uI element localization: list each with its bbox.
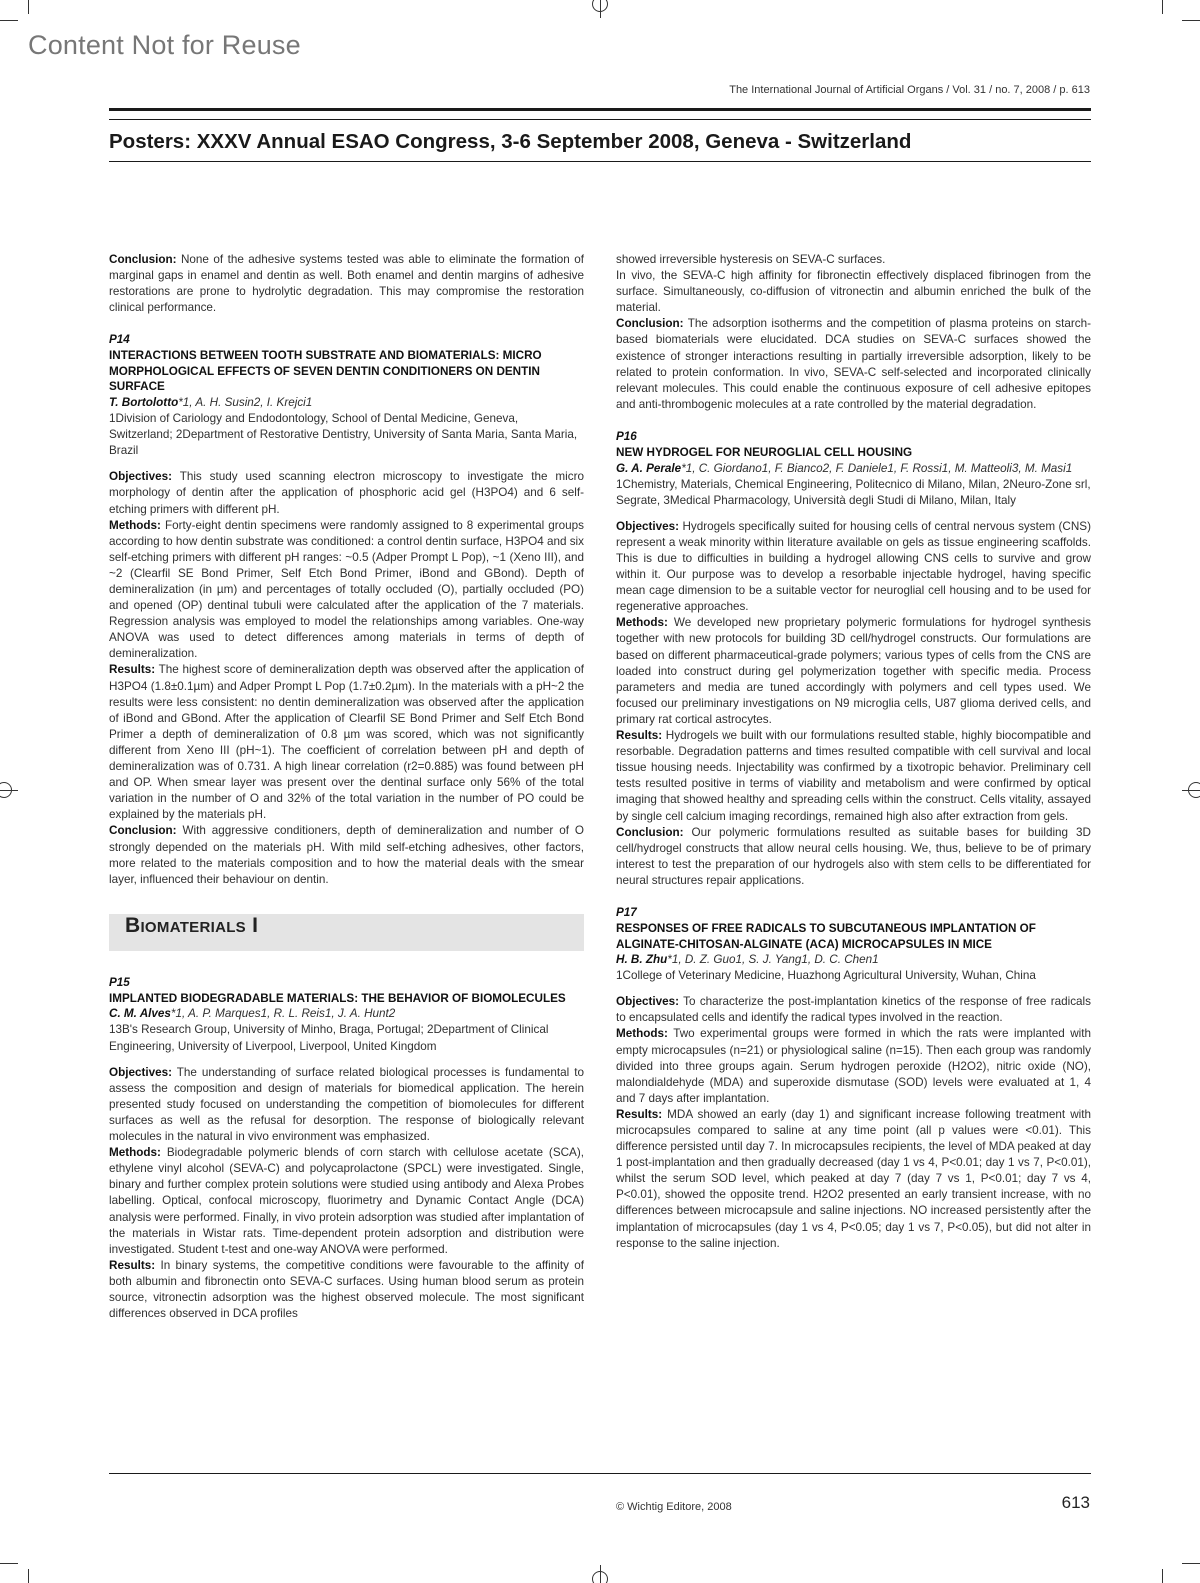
footer-copyright: © Wichtig Editore, 2008: [616, 1501, 732, 1513]
title-rule: [109, 161, 1091, 162]
crop-mark: [0, 1563, 18, 1564]
abstract-title: RESPONSES OF FREE RADICALS TO SUBCUTANEOUS IMPLANTATION OF ALGINATE-CHITOSAN-ALGINATE (ACA) MICROCAPSULES IN MICE: [616, 922, 1036, 951]
page-number: 613: [1061, 1493, 1090, 1512]
congress-title: Posters: XXXV Annual ESAO Congress, 3-6 September 2008, Geneva - Switzerland: [109, 130, 912, 153]
crop-mark: [28, 0, 29, 14]
registration-line: [600, 0, 601, 18]
abstract-methods: Methods: We developed new proprietary polymeric formulations for hydrogel synthesis together with new protocols for building 3D cell/hydrogel constructs. Our formulations are based on different pharmaceutical-grade polymers; various types of cells from the CNS are loaded into construct during gel polymerization together with specific media. Process parameters and media are tuned accordingly with polymers and cell types used. We focused our preliminary investigations on N9 microglia cells, U87 glioma derived cells, and primary rat cortical astrocytes.: [616, 616, 1091, 726]
abstract-affiliation: 1Chemistry, Materials, Chemical Engineering, Politecnico di Milano, Milan, 2Neuro-Zone srl, Segrate, 3Medical Pharmacology, Università degli Studi di Milano, Milan, Italy: [616, 477, 1091, 507]
watermark: Content Not for Reuse: [28, 30, 301, 60]
abstract-id: P15: [109, 975, 130, 989]
abstract-conclusion: Conclusion: Our polymeric formulations resulted as suitable bases for building 3D cell/hydrogel constructs that allow neural cells housing. We, thus, believe to be of primary interest to test the preparation of our hydrogels also with stem cells to be differentiated for neural structures repair applications.: [616, 825, 1091, 887]
abstract-id: P17: [616, 905, 637, 919]
abstract-authors: T. Bortolotto*1, A. H. Susin2, I. Krejci1: [109, 395, 313, 409]
abstract-affiliation: 1College of Veterinary Medicine, Huazhong Agricultural University, Wuhan, China: [616, 969, 1036, 983]
section-heading-band: [109, 914, 584, 951]
registration-line: [1182, 790, 1200, 791]
abstract-title: INTERACTIONS BETWEEN TOOTH SUBSTRATE AND BIOMATERIALS: MICRO MORPHOLOGICAL EFFECTS OF SEVEN DENTIN CONDITIONERS ON DENTIN SURFACE: [109, 349, 542, 394]
continued-text: showed irreversible hysteresis on SEVA-C surfaces.: [616, 253, 886, 266]
running-header: The International Journal of Artificial Organs / Vol. 31 / no. 7, 2008 / p. 613: [729, 84, 1090, 96]
abstract-affiliation: 13B's Research Group, University of Minho, Braga, Portugal; 2Department of Clinical Engineering, University of Liverpool, Liverpool, United Kingdom: [109, 1023, 549, 1053]
left-column: [109, 252, 584, 1322]
continued-text: In vivo, the SEVA-C high affinity for fibronectin effectively displaced fibrinogen from the surface. Simultaneously, co-diffusion of vitronectin and albumin enriched the bulk of the material.: [616, 269, 1091, 315]
abstract-results: Results: In binary systems, the competitive conditions were favourable to the affinity of both albumin and fibronectin onto SEVA-C surfaces. Using human blood serum as protein source, vitronectin adsorption was the highest observed molecule. The most significant differences observed in DCA profiles: [109, 1258, 584, 1321]
abstract-authors: C. M. Alves*1, A. P. Marques1, R. L. Reis1, J. A. Hunt2: [109, 1007, 396, 1021]
footer-rule: [109, 1473, 1091, 1474]
abstract-title: IMPLANTED BIODEGRADABLE MATERIALS: THE BEHAVIOR OF BIOMOLECULES: [109, 991, 566, 1005]
abstract-authors: G. A. Perale*1, C. Giordano1, F. Bianco2, F. Daniele1, F. Rossi1, M. Matteoli3, M. Masi1: [616, 461, 1073, 475]
continued-conclusion: Conclusion: None of the adhesive systems tested was able to eliminate the formation of marginal gaps in enamel and dentin as well. Both enamel and dentin margins of adhesive restorations are prone to hydrolytic degradation. This may compromise the restoration clinical performance.: [109, 253, 584, 315]
abstract-conclusion: Conclusion: With aggressive conditioners, depth of demineralization and number of O strongly depended on the materials pH. With mild self-etching adhesives, other factors, more related to the materials composition and to how the material deals with the smear layer, influenced their behaviour on dentin.: [109, 824, 584, 886]
abstract-objectives: Objectives: This study used scanning electron microscopy to investigate the micro morphology of dentin after the application of phosphoric acid gel (H3PO4) and 6 self-etching primers with different pH.: [109, 470, 584, 516]
abstract-id: P16: [616, 429, 637, 443]
abstract-objectives: Objectives: Hydrogels specifically suited for housing cells of central nervous system (CNS) represent a weak minority within literature available on gels as tissue engineering scaffolds. This is due to difficulties in building a hydrogel allowing CNS cells to survive and grow within it. Our purpose was to develop a resorbable injectable hydrogel, having specific mean cage dimension to be a suitable vector for neuroglial cell housing and to be used for regenerative approaches.: [616, 519, 1091, 614]
header-rule-thin: [109, 119, 1091, 120]
crop-mark: [1162, 0, 1163, 14]
abstract-methods: Methods: Forty-eight dentin specimens were randomly assigned to 8 experimental groups according to how dentin substrate was conditioned: a control dentin surface, H3PO4 and six self-etching primers with different pH ranges: ~0.5 (Adper Prompt L Pop), ~1 (Xeno III), and ~2 (Clearfil SE Bond Primer, Self Etch Bond Primer, iBond and GBond). Depth of demineralization (in µm) and percentages of totally occluded (O), partially occluded (PO) and opened (OP) dentinal tubuli were calculated after the application of the 7 materials. Regression analysis was employed to model the relationships among variables. One-way ANOVA was used to detect differences among materials in terms of depth of demineralization.: [109, 518, 584, 661]
section-heading: Biomaterials I: [125, 913, 259, 937]
abstract-p15: [109, 975, 584, 1322]
crop-mark: [1182, 20, 1200, 21]
abstract-p16: [616, 429, 1091, 889]
crop-mark: [28, 1569, 29, 1583]
abstract-methods: Methods: Two experimental groups were formed in which the rats were implanted with empty microcapsules (n=21) or physiological saline (n=15). Then each group was randomly divided into three groups again. Serum hydrogen peroxide (H2O2), nitric oxide (NO), malondialdehyde (MDA) and superoxide dismutase (SOD) levels were evaluated at 1, 4 and 7 days after implantation.: [616, 1027, 1091, 1105]
abstract-title: NEW HYDROGEL FOR NEUROGLIAL CELL HOUSING: [616, 446, 913, 460]
abstract-results: Results: MDA showed an early (day 1) and significant increase following treatment with microcapsules compared to saline at any time point (all p values were <0.01). This difference persisted until day 7. In microcapsules recipients, the level of MDA peaked at day 1 post-implantation and then gradually decreased (day 1 vs 4, P<0.01; day 1 vs 7, P<0.01), whilst the serum SOD level, which peaked at day 7 (day 7 vs 1, P<0.01; day 7 vs 4, P<0.01), showed the opposite trend. H2O2 presented an early transient increase, with no differences between microcapsule and saline injections. NO increased persistently after the implantation of microcapsules (day 1 vs 4, P<0.05; day 1 vs 7, P<0.05), but did not alter in response to the saline injection.: [616, 1107, 1091, 1250]
crop-mark: [0, 20, 18, 21]
registration-line: [600, 1565, 601, 1583]
abstract-results: Results: The highest score of demineralization depth was observed after the application of H3PO4 (1.8±0.1µm) and Adper Prompt L Pop (1.7±0.2µm). In the materials with a pH~2 the results were less consistent: no dentin demineralization was observed after the application of iBond and GBond. After the application of Clearfil SE Bond Primer and Self Etch Bond Primer a depth of demineralization of 0.8 µm was scored, which was not significantly different from Xeno III (pH~1). The coefficient of correlation between pH and depth of demineralization was of 0.731. A high linear correlation (r2=0.885) was found between pH and OP. When smear layer was present over the dentinal surface only 56% of the total variation in the number of O and 32% of the total variation in the number of PO could be explained by the materials pH.: [109, 663, 584, 822]
abstract-p14: [109, 332, 584, 887]
abstract-id: P14: [109, 333, 130, 347]
abstract-methods: Methods: Biodegradable polymeric blends of corn starch with cellulose acetate (SCA), ethylene vinyl alcohol (SEVA-C) and polycaprolactone (SPCL) were investigated. Single, binary and further complex protein solutions were studied using antibody and Alexa Probes labelling. Optical, confocal microscopy, fluorimetry and Dynamic Contact Angle (DCA) analysis were performed. Finally, in vivo protein adsorption was studied after implantation of the materials in Wistar rats. Time-dependent protein adsorption and distribution were investigated. Student t-test and one-way ANOVA were performed.: [109, 1146, 584, 1256]
abstract-authors: H. B. Zhu*1, D. Z. Guo1, S. J. Yang1, D. C. Chen1: [616, 953, 879, 967]
abstract-affiliation: 1Division of Cariology and Endodontology, School of Dental Medicine, Geneva, Switzerland; 2Department of Restorative Dentistry, University of Santa Maria, Santa Maria, Brazil: [109, 412, 578, 458]
crop-mark: [1162, 1569, 1163, 1583]
registration-line: [0, 790, 18, 791]
right-column: [616, 252, 1091, 1252]
abstract-results: Results: Hydrogels we built with our formulations resulted stable, highly biocompatible and resorbable. Degradation patterns and times resulted compatible with cell survival and local tissue housing needs. Injectability was confirmed by a tixotropic behavior. Preliminary cell tests resulted positive in terms of viability and metabolism and were confirmed by optical imaging that showed healthy and spreading cells within the construct. Cells vitality, assayed by single cell calcium imaging recordings, remained high also after extraction from gels.: [616, 729, 1091, 823]
continued-conclusion: Conclusion: The adsorption isotherms and the competition of plasma proteins on starch-based biomaterials were elucidated. DCA studies on SEVA-C surfaces showed the existence of stronger interactions resulting in partially irreversible adsorption, likely to be related to protein conformation. In vivo, SEVA-C self-selected and incorporated clinically relevant molecules. This could enable the continuous exposure of cell adhesive epitopes and anti-thrombogenic molecules at a rate controlled by the material degradation.: [616, 317, 1091, 411]
crop-mark: [1182, 1563, 1200, 1564]
abstract-objectives: Objectives: The understanding of surface related biological processes is fundamental to assess the composition and design of materials for biomedical application. The herein presented study focused on understanding the competition of biomolecules for different surfaces as well as the refusal for desorption. The response of biologically relevant molecules in the natural in vivo environment was emphasized.: [109, 1065, 584, 1144]
header-rule-thick: [109, 108, 1091, 111]
abstract-objectives: Objectives: To characterize the post-implantation kinetics of the response of free radicals to encapsulated cells and identify the radical types involved in the reaction.: [616, 995, 1091, 1025]
abstract-p17: [616, 905, 1091, 1252]
